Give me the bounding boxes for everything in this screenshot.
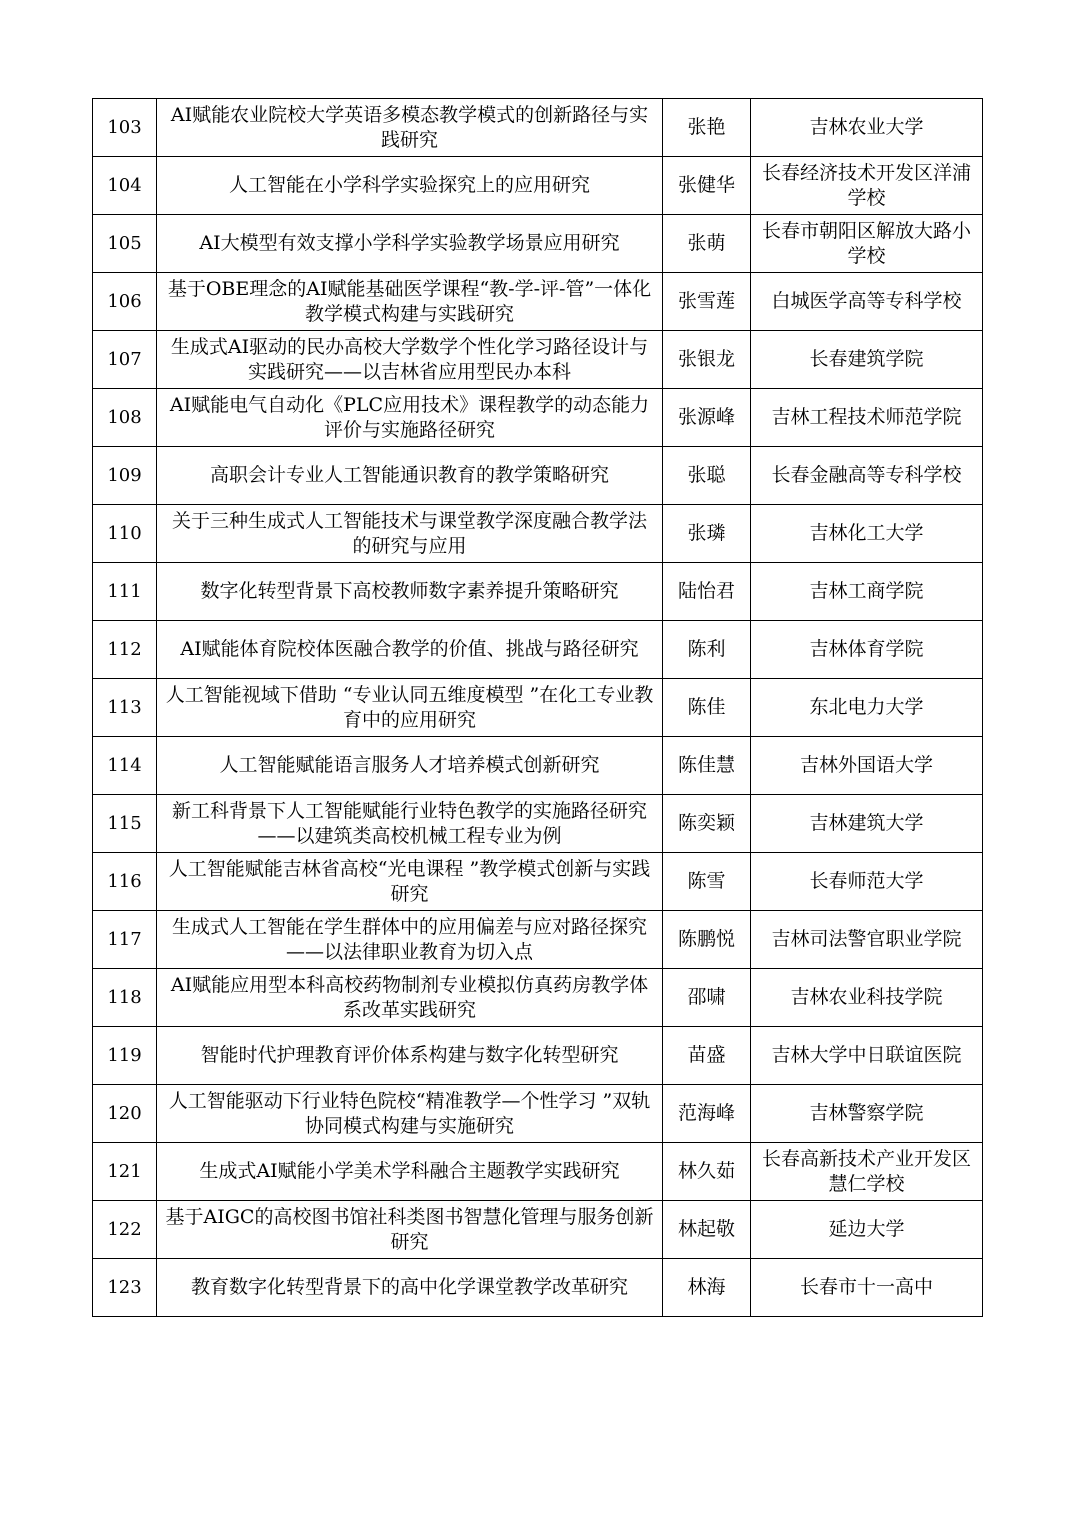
project-title: 人工智能在小学科学实验探究上的应用研究 [157, 157, 663, 215]
organization: 吉林农业科技学院 [751, 969, 983, 1027]
organization: 长春师范大学 [751, 853, 983, 911]
leader-name: 张聪 [663, 447, 751, 505]
table-row [93, 447, 983, 505]
leader-name: 陈奕颖 [663, 795, 751, 853]
table-row [93, 1201, 983, 1259]
organization: 长春市十一高中 [751, 1259, 983, 1317]
project-table-body [93, 99, 983, 1317]
row-number: 107 [93, 331, 157, 389]
organization: 吉林化工大学 [751, 505, 983, 563]
row-number: 116 [93, 853, 157, 911]
organization: 长春金融高等专科学校 [751, 447, 983, 505]
table-row [93, 737, 983, 795]
organization: 吉林外国语大学 [751, 737, 983, 795]
organization: 白城医学高等专科学校 [751, 273, 983, 331]
table-row [93, 679, 983, 737]
row-number: 120 [93, 1085, 157, 1143]
organization: 长春建筑学院 [751, 331, 983, 389]
project-title: AI赋能电气自动化《PLC应用技术》课程教学的动态能力评价与实施路径研究 [157, 389, 663, 447]
table-row [93, 99, 983, 157]
project-title: 高职会计专业人工智能通识教育的教学策略研究 [157, 447, 663, 505]
organization: 吉林警察学院 [751, 1085, 983, 1143]
leader-name: 张雪莲 [663, 273, 751, 331]
row-number: 103 [93, 99, 157, 157]
row-number: 105 [93, 215, 157, 273]
leader-name: 陆怡君 [663, 563, 751, 621]
table-row [93, 563, 983, 621]
leader-name: 范海峰 [663, 1085, 751, 1143]
row-number: 109 [93, 447, 157, 505]
leader-name: 张艳 [663, 99, 751, 157]
row-number: 113 [93, 679, 157, 737]
table-row [93, 911, 983, 969]
leader-name: 张源峰 [663, 389, 751, 447]
project-title: 生成式AI驱动的民办高校大学数学个性化学习路径设计与实践研究——以吉林省应用型民办本科 [157, 331, 663, 389]
organization: 吉林司法警官职业学院 [751, 911, 983, 969]
project-title: AI大模型有效支撑小学科学实验教学场景应用研究 [157, 215, 663, 273]
row-number: 110 [93, 505, 157, 563]
leader-name: 林久茹 [663, 1143, 751, 1201]
leader-name: 林起敬 [663, 1201, 751, 1259]
organization: 吉林工商学院 [751, 563, 983, 621]
project-title: 新工科背景下人工智能赋能行业特色教学的实施路径研究——以建筑类高校机械工程专业为例 [157, 795, 663, 853]
leader-name: 张萌 [663, 215, 751, 273]
table-row [93, 273, 983, 331]
organization: 东北电力大学 [751, 679, 983, 737]
leader-name: 张银龙 [663, 331, 751, 389]
leader-name: 陈鹏悦 [663, 911, 751, 969]
row-number: 117 [93, 911, 157, 969]
row-number: 115 [93, 795, 157, 853]
row-number: 122 [93, 1201, 157, 1259]
leader-name: 邵啸 [663, 969, 751, 1027]
table-row [93, 157, 983, 215]
project-title: 基于OBE理念的AI赋能基础医学课程“教-学-评-管”一体化教学模式构建与实践研究 [157, 273, 663, 331]
table-row [93, 1259, 983, 1317]
table-row [93, 795, 983, 853]
row-number: 121 [93, 1143, 157, 1201]
leader-name: 陈雪 [663, 853, 751, 911]
project-title: 生成式AI赋能小学美术学科融合主题教学实践研究 [157, 1143, 663, 1201]
project-table [92, 98, 983, 1317]
organization: 吉林工程技术师范学院 [751, 389, 983, 447]
table-row [93, 215, 983, 273]
row-number: 118 [93, 969, 157, 1027]
project-list-sheet [92, 98, 982, 1317]
organization: 吉林建筑大学 [751, 795, 983, 853]
table-row [93, 969, 983, 1027]
project-title: 智能时代护理教育评价体系构建与数字化转型研究 [157, 1027, 663, 1085]
organization: 长春市朝阳区解放大路小学校 [751, 215, 983, 273]
organization: 吉林农业大学 [751, 99, 983, 157]
project-title: 基于AIGC的高校图书馆社科类图书智慧化管理与服务创新研究 [157, 1201, 663, 1259]
row-number: 114 [93, 737, 157, 795]
row-number: 104 [93, 157, 157, 215]
table-row [93, 505, 983, 563]
organization: 延边大学 [751, 1201, 983, 1259]
row-number: 119 [93, 1027, 157, 1085]
table-row [93, 853, 983, 911]
row-number: 108 [93, 389, 157, 447]
leader-name: 苗盛 [663, 1027, 751, 1085]
organization: 长春经济技术开发区洋浦学校 [751, 157, 983, 215]
organization: 长春高新技术产业开发区慧仁学校 [751, 1143, 983, 1201]
project-title: 人工智能驱动下行业特色院校“精准教学—个性学习 ”双轨协同模式构建与实施研究 [157, 1085, 663, 1143]
organization: 吉林大学中日联谊医院 [751, 1027, 983, 1085]
project-title: AI赋能农业院校大学英语多模态教学模式的创新路径与实践研究 [157, 99, 663, 157]
table-row [93, 621, 983, 679]
leader-name: 张璘 [663, 505, 751, 563]
project-title: 生成式人工智能在学生群体中的应用偏差与应对路径探究 ——以法律职业教育为切入点 [157, 911, 663, 969]
project-title: 人工智能视域下借助 “专业认同五维度模型 ”在化工专业教育中的应用研究 [157, 679, 663, 737]
table-row [93, 1143, 983, 1201]
table-row [93, 1027, 983, 1085]
project-title: 关于三种生成式人工智能技术与课堂教学深度融合教学法的研究与应用 [157, 505, 663, 563]
project-title: 人工智能赋能吉林省高校“光电课程 ”教学模式创新与实践研究 [157, 853, 663, 911]
project-title: AI赋能体育院校体医融合教学的价值、挑战与路径研究 [157, 621, 663, 679]
leader-name: 陈佳慧 [663, 737, 751, 795]
table-row [93, 1085, 983, 1143]
row-number: 112 [93, 621, 157, 679]
row-number: 111 [93, 563, 157, 621]
table-row [93, 331, 983, 389]
row-number: 106 [93, 273, 157, 331]
project-title: 人工智能赋能语言服务人才培养模式创新研究 [157, 737, 663, 795]
table-row [93, 389, 983, 447]
organization: 吉林体育学院 [751, 621, 983, 679]
project-title: AI赋能应用型本科高校药物制剂专业模拟仿真药房教学体系改革实践研究 [157, 969, 663, 1027]
project-title: 数字化转型背景下高校教师数字素养提升策略研究 [157, 563, 663, 621]
leader-name: 林海 [663, 1259, 751, 1317]
leader-name: 陈佳 [663, 679, 751, 737]
leader-name: 张健华 [663, 157, 751, 215]
project-title: 教育数字化转型背景下的高中化学课堂教学改革研究 [157, 1259, 663, 1317]
leader-name: 陈利 [663, 621, 751, 679]
row-number: 123 [93, 1259, 157, 1317]
